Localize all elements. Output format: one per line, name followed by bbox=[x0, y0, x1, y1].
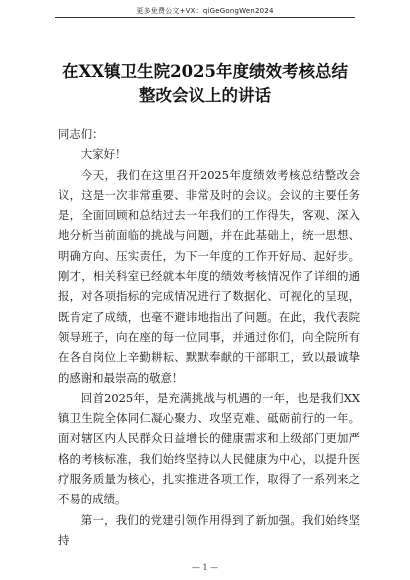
paragraph-review: 回首2025年，是充满挑战与机遇的一年，也是我们XX镇卫生院全体同仁凝心聚力、攻坚克难、砥砺前行的一年。面对辖区内人民群众日益增长的健康需求和上级部门更加严格的考核标准，我们始终坚持以人民健康为中心，以提升医疗服务质量为核心，扎实推进各项工作，取得了一系列来之不易的成绩。 bbox=[58, 390, 360, 507]
document-title-line-1: 在XX镇卫生院2025年度绩效考核总结 bbox=[61, 62, 349, 81]
document-title-line-2: 整改会议上的讲话 bbox=[139, 86, 271, 105]
page-number: — 1 — bbox=[191, 563, 219, 572]
salutation: 同志们： bbox=[58, 127, 104, 141]
paragraph-opening: 今天，我们在这里召开2025年度绩效考核总结整改会议，这是一次非常重要、非常及时的会议。会议的主要任务是，全面回顾和总结过去一年我们的工作得失，客观、深入地分析当前面临的挑战与问题，并在此基础上，统一思想、明确方向、压实责任，为下一年度的工作开好局、起好步。刚才，相关科室已经就本年度的绩效考核情况作了详细的通报，对各项指标的完成情况进行了数据化、可视化的呈现，既肯定了成绩，也毫不避讳地指出了问题。在此，我代表院领导班子，向在座的每一位同事，并通过你们，向全院所有在各自岗位上辛勤耕耘、默默奉献的干部职工，致以最诚挚的感谢和最崇高的敬意！ bbox=[58, 167, 360, 385]
greeting: 大家好！ bbox=[80, 147, 127, 162]
header-divider bbox=[55, 17, 355, 18]
paragraph-first-point: 第一，我们的党建引领作用得到了新加强。我们始终坚持 bbox=[58, 512, 360, 547]
header-note: 更多免费公文+VX：qiGeGongWen2024 bbox=[136, 7, 274, 15]
document-body bbox=[58, 124, 360, 550]
